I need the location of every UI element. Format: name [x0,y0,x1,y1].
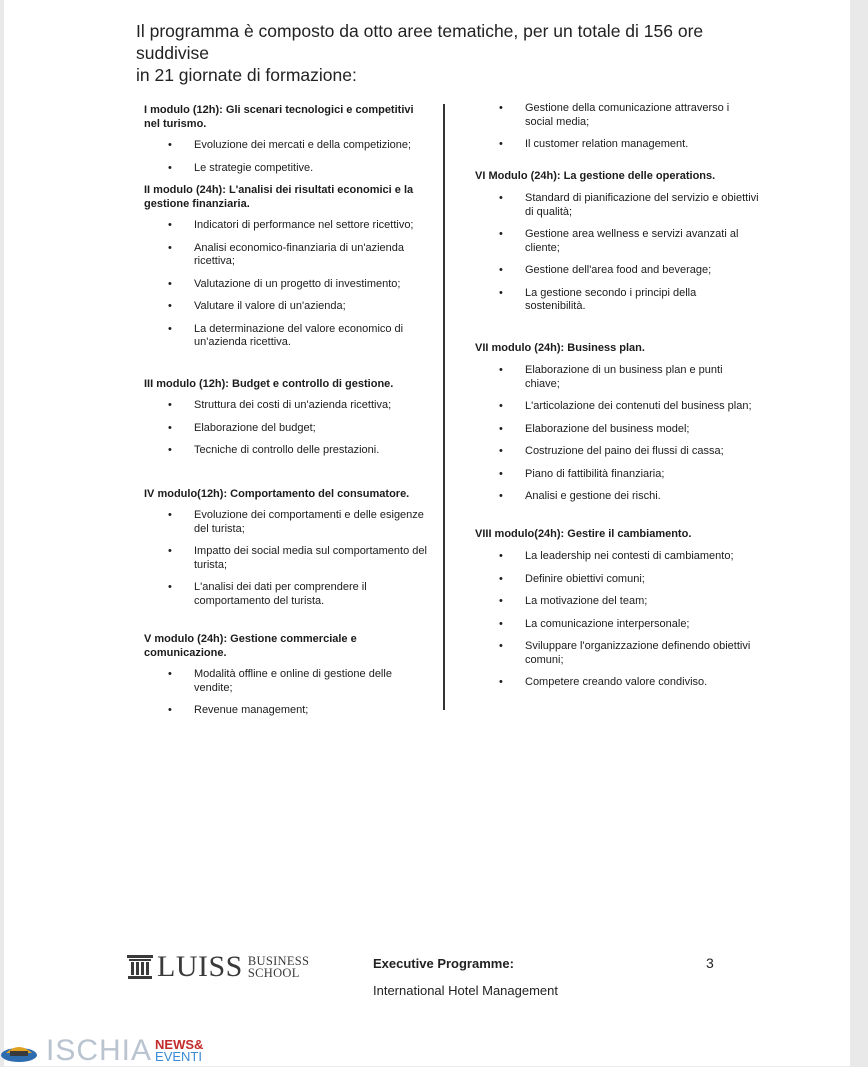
text-line: • Evoluzione dei mercati e della competizione; [194,139,412,151]
bullet-item [144,242,434,269]
text-line: sostenibilità. [525,300,586,312]
text-line: • Definire obiettivi comuni; [525,572,645,585]
bullet-item [144,444,434,458]
logo-text: LUISS [157,950,243,983]
bullet-list [475,102,765,152]
bullet-item [144,422,434,436]
bullet-item [475,618,765,632]
module-section [144,104,434,175]
text-line: • Gestione dell'area food and beverage; [525,264,712,276]
text-line: V modulo (24h): Gestione commerciale e [144,633,357,645]
luiss-logo [127,952,309,982]
bullet-item [144,545,434,572]
bullet-item [475,550,765,564]
column-divider [443,104,445,710]
text-line: • L'articolazione dei contenuti del business plan; [525,400,752,412]
watermark-eventi: EVENTI [155,1049,202,1064]
bullet-item [475,445,765,459]
left-column [144,104,434,727]
bullet-item [144,509,434,536]
bullet-item [144,162,434,176]
text-line: • Struttura dei costi di un'azienda ricettiva; [194,399,392,411]
text-line: • Analisi e gestione dei rischi. [525,490,661,502]
text-line: comportamento del turista. [194,594,325,607]
watermark-brand: ISCHIA [46,1034,153,1067]
logo-subtitle-line: BUSINESS [247,954,310,968]
text-line: nel turismo. [144,117,207,130]
text-line: • Elaborazione del budget; [194,421,316,434]
bullet-list [475,192,765,314]
ischia-news-watermark [0,1036,203,1066]
text-line: VI Modulo (24h): La gestione delle operations. [475,169,716,182]
pillar-icon [127,955,153,979]
text-line: I modulo (12h): Gli scenari tecnologici e competitivi [144,104,414,116]
bullet-list [144,219,434,350]
module-section [144,633,434,718]
bullet-item [144,323,434,350]
bullet-item [475,192,765,219]
bullet-item [144,139,434,153]
text-line: • Elaborazione del business model; [525,422,690,435]
text-line: • Indicatori di performance nel settore ricettivo; [194,219,414,231]
text-line: di qualità; [525,205,573,218]
logo-subtitle [248,955,309,979]
intro-line: Il programma è composto da otto aree tematiche, per un totale di 156 ore suddivise [136,21,704,63]
text-line: turista; [194,558,228,571]
module-section [475,342,765,504]
bullet-item [475,228,765,255]
text-line: III modulo (12h): Budget e controllo di gestione. [144,377,394,390]
text-line: • Costruzione del paino dei flussi di cassa; [525,445,724,457]
text-line: un'azienda ricettiva. [194,336,291,348]
text-line: • Valutazione di un progetto di investimento; [194,277,401,290]
bullet-item [144,581,434,608]
text-line: gestione finanziaria. [144,197,250,210]
module-title [144,378,434,392]
text-line: VIII modulo(24h): Gestire il cambiamento. [475,527,692,540]
module-section [144,184,434,350]
bullet-item [475,640,765,667]
text-line: • Piano di fattibilità finanziaria; [525,467,665,480]
text-line: • Competere creando valore condiviso. [525,676,708,688]
programme-title: Executive Programme: [373,956,514,971]
bullet-list [475,364,765,504]
bullet-item [144,300,434,314]
logo-subtitle-line: SCHOOL [247,966,300,980]
bullet-item [475,573,765,587]
bullet-item [144,704,434,718]
text-line: • Il customer relation management. [525,138,689,150]
text-line: comunicazione. [144,646,227,659]
text-line: chiave; [525,377,560,390]
text-line: VII modulo (24h): Business plan. [475,341,645,354]
text-line: • La gestione secondo i principi della [525,286,697,299]
text-line: • Evoluzione dei comportamenti e delle esigenze [194,509,424,521]
text-line: • Tecniche di controllo delle prestazioni. [194,444,380,456]
watermark-subtitle [155,1039,203,1063]
bullet-item [475,423,765,437]
bullet-item [475,364,765,391]
bullet-item [475,595,765,609]
module-section [475,170,765,314]
text-line: • Gestione area wellness e servizi avanzati al [525,228,739,240]
module-title [144,184,434,211]
bullet-item [475,287,765,314]
text-line: • Impatto dei social media sul comportamento del [194,545,427,557]
text-line: • Elaborazione di un business plan e punti [525,364,723,376]
intro-paragraph [136,20,776,86]
intro-line: in 21 giornate di formazione: [136,65,357,85]
text-line: • La leadership nei contesti di cambiamento; [525,550,734,562]
text-line: • Valutare il valore di un'azienda; [194,300,346,312]
text-line: • Modalità offline e online di gestione delle [194,668,392,680]
bullet-list [144,399,434,458]
module-title [144,633,434,660]
module-title [475,170,765,184]
programme-name: International Hotel Management [373,983,559,998]
text-line: • Sviluppare l'organizzazione definendo obiettivi [525,640,751,652]
text-line: • La determinazione del valore economico di [194,322,404,335]
text-line: • Le strategie competitive. [194,161,314,174]
right-column [475,102,765,699]
text-line: • La motivazione del team; [525,595,648,607]
text-line: II modulo (24h): L'analisi dei risultati economici e la [144,184,414,196]
text-line: vendite; [194,681,233,694]
module-title [144,104,434,131]
module-title [475,528,765,542]
text-line: • Standard di pianificazione del servizio e obiettivi [525,192,759,204]
bullet-item [475,490,765,504]
bullet-item [475,676,765,690]
bullet-list [144,509,434,608]
module-section [144,378,434,458]
bullet-item [144,399,434,413]
bullet-item [475,400,765,414]
text-line: • La comunicazione interpersonale; [525,617,690,630]
text-line: social media; [525,115,590,128]
footer-programme [373,950,558,1004]
text-line: • Analisi economico-finanziaria di un'azienda [194,241,404,254]
bullet-item [144,278,434,292]
text-line: IV modulo(12h): Comportamento del consumatore. [144,487,410,500]
bullet-item [475,138,765,152]
document-page [4,0,850,1066]
page-number: 3 [706,955,714,971]
text-line: • Gestione della comunicazione attraverso i [525,102,730,114]
bullet-list [144,668,434,718]
watermark-news: NEWS& [155,1037,204,1052]
bullet-item [144,219,434,233]
module-section [144,488,434,609]
bullet-item [475,264,765,278]
bullet-item [475,102,765,129]
text-line: del turista; [194,522,245,535]
text-line: comuni; [525,653,564,666]
bullet-item [475,468,765,482]
bullet-list [475,550,765,690]
module-title [144,488,434,502]
bullet-item [144,668,434,695]
text-line: • Revenue management; [194,704,309,716]
text-line: • L'analisi dei dati per comprendere il [194,581,367,593]
module-section [475,528,765,690]
ischia-logo-icon [0,1039,38,1063]
text-line: cliente; [525,241,560,254]
text-line: ricettiva; [194,255,235,267]
module-title [475,342,765,356]
bullet-list [144,139,434,175]
